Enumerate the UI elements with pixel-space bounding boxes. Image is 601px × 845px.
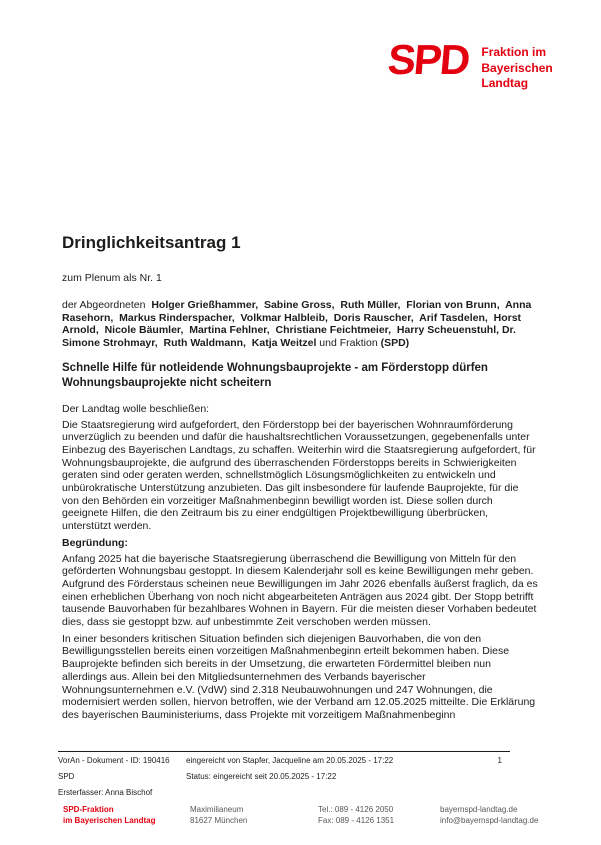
doc-id: VorAn - Dokument - ID: 190416 (58, 756, 170, 765)
contact-email: info@bayernspd-landtag.de (440, 815, 539, 825)
footer-spacer (484, 772, 510, 782)
resolution-opening: Der Landtag wolle beschließen: (62, 402, 210, 415)
logo-tagline-line: Landtag (481, 76, 529, 90)
spd-logo (385, 36, 553, 92)
logo-tagline (481, 45, 552, 92)
contact-address-line: Maximilianeum (190, 805, 244, 814)
document-body (62, 233, 538, 726)
contact-phone-line: Tel.: 089 - 4126 2050 (318, 805, 394, 814)
logo-tagline-line: Fraktion im (481, 45, 547, 59)
deputies-prefix: der Abgeordneten (62, 299, 152, 311)
contact-address-line: 81627 München (190, 815, 248, 825)
justification-label: Begründung: (62, 536, 128, 549)
footer-row (58, 782, 510, 798)
contact-strip (63, 805, 538, 826)
contact-address (190, 805, 318, 826)
deputies-names: Holger Grießhammer, Sabine Gross, Ruth Müller, Florian von Brunn, Anna Rasehorn, Markus Rinderspacher, Volkmar Halbleib, Doris Rauscher, Arif Tasdelen, Horst Arnold, Nicole Bäumler, Martina Fehlner, Christiane Feichtmeier, Harry Scheuenstuhl, Dr. Simone Strohmayr, Ruth Waldmann, Katja Weitzel (62, 299, 535, 350)
submitted-info: eingereicht von Stapfer, Jacqueline am 20.05.2025 - 17:22 (186, 756, 394, 765)
deputies-fraction: (SPD) (380, 337, 410, 350)
contact-faction-line: SPD-Fraktion (63, 805, 114, 814)
spd-wordmark: SPD (385, 36, 471, 83)
contact-faction-line: im Bayerischen Landtag (63, 815, 156, 825)
resolution-paragraph: Die Staatsregierung wird aufgefordert, den Förderstopp bei der bayerischen Wohnraumförderung unverzüglich zu beenden und dafür die haushaltsrechtlichen Voraussetzungen, gegebenenfalls unter Einbezug des Bayerischen Landtags, zu schaffen. Weiterhin wird die Staatsregierung aufgefordert, für Wohnungsbauprojekte, die aufgrund des überraschenden Förderstopps bereits in Schwierigkeiten geraten sind oder geraten werden, schnellstmöglich Lösungsmöglichkeiten zu entwickeln und unbürokratische Unterstützung anzubieten. Das gilt insbesondere für laufende Bauprojekte, für die von den Behörden ein vorzeitiger Maßnahmenbeginn bewilligt worden ist. Diese sollen durch geeignete Hilfen, die den Zeitraum bis zu einer endgültigen Projektbewilligung überbrücken, unterstützt werden. (62, 418, 536, 533)
footer-row (58, 752, 510, 766)
motion-text (62, 403, 538, 722)
motion-heading: Schnelle Hilfe für notleidende Wohnungsbauprojekte - am Förderstopp dürfen Wohnungsbauprojekte nicht scheitern (62, 361, 488, 390)
justification-paragraph: Anfang 2025 hat die bayerische Staatsregierung überraschend die Bewilligung von Mitteln für den geförderten Wohnungsbau gestoppt. In diesem Kalenderjahr soll es keine Bewilligungen mehr geben. Aufgrund des Förderstaus scheinen neue Bewilligungen im Jahr 2026 ebenfalls äußerst fraglich, da es einen erheblichen Überhang von noch nicht abgearbeiteten Anträgen aus 2024 gibt. Der Stopp betrifft tausende Bauvorhaben für bezahlbares Wohnen in Bayern. Für die meisten dieser Vorhaben bedeutet dies, dass sie gestoppt bzw. auf unbestimmte Zeit verschoben werden müssen. (62, 552, 538, 629)
author-info: Ersterfasser: Anna Bischof (58, 788, 153, 797)
page-number: 1 (497, 756, 502, 765)
doc-subtitle: zum Plenum als Nr. 1 (62, 272, 162, 284)
contact-phone (318, 805, 440, 826)
contact-faction (63, 805, 190, 826)
deputies-connector: und Fraktion (316, 337, 381, 350)
status-info: Status: eingereicht seit 20.05.2025 - 17:22 (186, 772, 337, 781)
page-title: Dringlichkeitsantrag 1 (62, 233, 241, 252)
party-label: SPD (58, 772, 75, 781)
footer-meta (58, 751, 510, 798)
deputies-list (62, 299, 538, 350)
justification-paragraph: In einer besonders kritischen Situation befinden sich diejenigen Bauvorhaben, die von den Bewilligungsstellen bereits einen vorzeitigen Maßnahmenbeginn erteilt bekommen haben. Diese Bauprojekte befinden sich bereits in der Umsetzung, die erwarteten Fördermittel bleiben nun allerdings aus. Allein bei den Mitgliedsunternehmen des Verbands bayerischer Wohnungsunternehmen e.V. (VdW) sind 2.318 Neubauwohnungen und 247 Wohnungen, die modernisiert werden sollen, hiervon betroffen, wie der Verband am 12.05.2025 mitteilte. Die Erklärung des bayerischen Bauministeriums, dass Projekte mit vorzeitigem Maßnahmenbeginn (62, 632, 536, 721)
footer-row (58, 766, 510, 782)
contact-web (440, 805, 538, 826)
contact-fax-line: Fax: 089 - 4126 1351 (318, 815, 395, 825)
logo-tagline-line: Bayerischen (481, 60, 553, 75)
contact-website: bayernspd-landtag.de (440, 805, 518, 814)
